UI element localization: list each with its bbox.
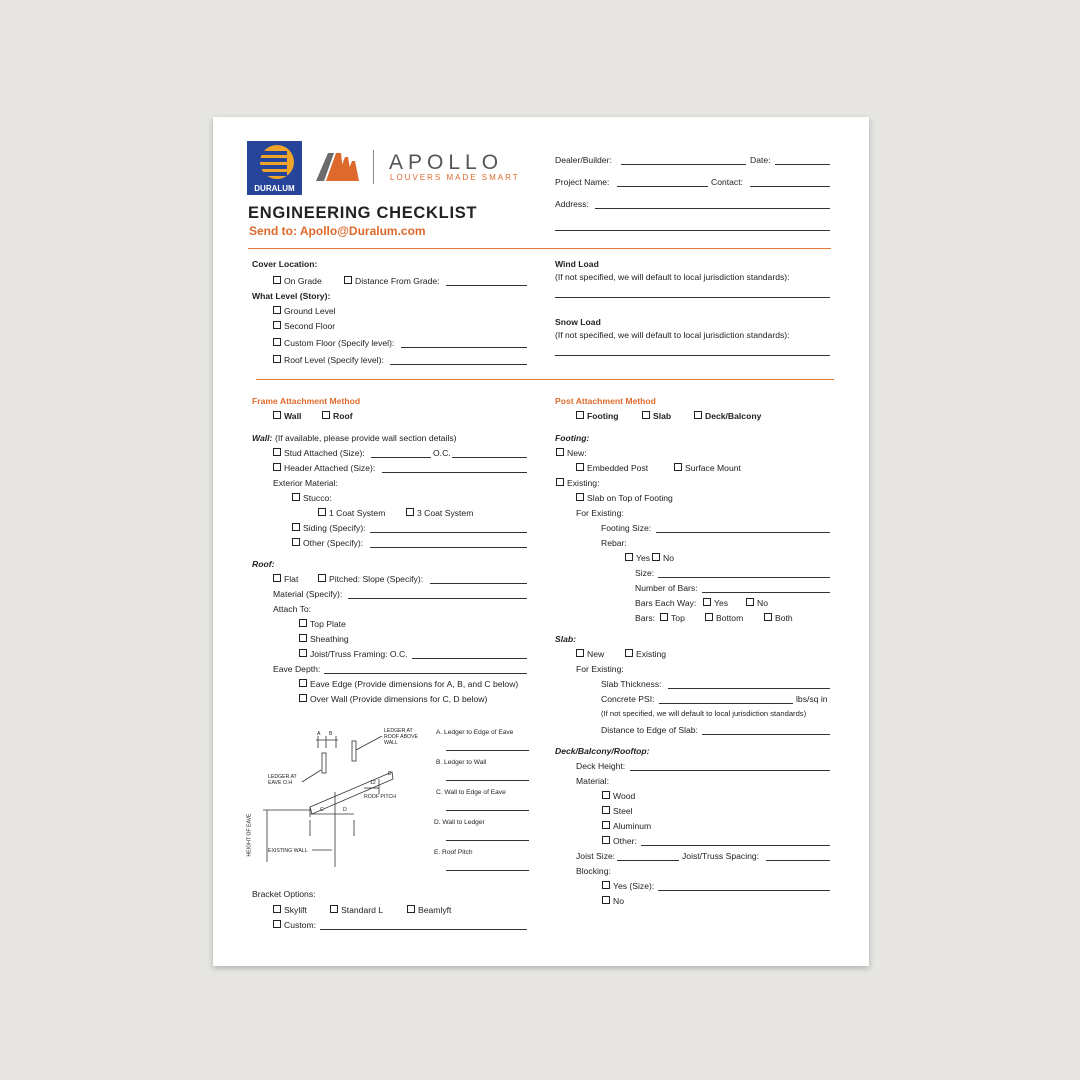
aluminum-checkbox[interactable] bbox=[602, 821, 610, 829]
logo-divider bbox=[373, 150, 374, 184]
page-title: ENGINEERING CHECKLIST bbox=[248, 204, 478, 222]
distance-label: Distance From Grade: bbox=[355, 276, 440, 286]
diagram-a: A bbox=[317, 731, 321, 737]
pitched-label: Pitched: Slope (Specify): bbox=[329, 574, 424, 584]
blocking-no-label: No bbox=[613, 896, 624, 906]
wood-label: Wood bbox=[613, 791, 636, 801]
rebar-no-label: No bbox=[663, 553, 674, 563]
blocking-yes-checkbox[interactable] bbox=[602, 881, 610, 889]
custom-floor-field[interactable] bbox=[401, 347, 527, 348]
blocking-no-checkbox[interactable] bbox=[602, 896, 610, 904]
eave-edge-label: Eave Edge (Provide dimensions for A, B, and C below) bbox=[310, 679, 519, 689]
stud-oc-field[interactable] bbox=[452, 457, 527, 458]
standard-l-checkbox[interactable] bbox=[330, 905, 338, 913]
diagram-roof-pitch: ROOF PITCH bbox=[364, 794, 396, 800]
joist-size-field[interactable] bbox=[617, 860, 679, 861]
coat1-checkbox[interactable] bbox=[318, 508, 326, 516]
siding-checkbox[interactable] bbox=[292, 523, 300, 531]
slab-top-label: Slab on Top of Footing bbox=[587, 493, 673, 503]
distance-checkbox[interactable] bbox=[344, 276, 352, 284]
footing-size-field[interactable] bbox=[656, 532, 830, 533]
post-footing-label: Footing bbox=[587, 411, 619, 421]
joist-spacing-field[interactable] bbox=[766, 860, 830, 861]
dim-d-label: D. Wall to Ledger bbox=[434, 819, 485, 826]
num-bars-field[interactable] bbox=[702, 592, 830, 593]
send-to-email: Send to: Apollo@Duralum.com bbox=[249, 224, 426, 238]
diagram-existing-wall: EXISTING WALL bbox=[268, 848, 308, 854]
slab-top-checkbox[interactable] bbox=[576, 493, 584, 501]
bars-both-checkbox[interactable] bbox=[764, 613, 772, 621]
dim-a-field[interactable] bbox=[446, 750, 529, 751]
diagram-height-eave: HEIGHT OF EAVE bbox=[246, 813, 253, 857]
custom-floor-label: Custom Floor (Specify level): bbox=[284, 338, 395, 348]
diagram-d: D bbox=[343, 807, 347, 813]
deck-height-field[interactable] bbox=[630, 770, 830, 771]
rebar-size-field[interactable] bbox=[658, 577, 830, 578]
oc-label: O.C. bbox=[433, 448, 451, 458]
bars-top-checkbox[interactable] bbox=[660, 613, 668, 621]
bracket-custom-field[interactable] bbox=[320, 929, 527, 930]
header-checkbox[interactable] bbox=[273, 463, 281, 471]
wall-section-label: Wall: bbox=[252, 433, 273, 443]
dim-e-label: E. Roof Pitch bbox=[434, 849, 473, 856]
flat-checkbox[interactable] bbox=[273, 574, 281, 582]
project-label: Project Name: bbox=[555, 177, 610, 187]
apollo-mark-icon bbox=[314, 151, 360, 182]
wood-checkbox[interactable] bbox=[602, 791, 610, 799]
project-field[interactable] bbox=[617, 186, 708, 187]
footing-section-label: Footing: bbox=[555, 433, 590, 443]
date-field[interactable] bbox=[775, 164, 830, 165]
footing-new-checkbox[interactable] bbox=[556, 448, 564, 456]
stucco-checkbox[interactable] bbox=[292, 493, 300, 501]
over-wall-checkbox[interactable] bbox=[299, 694, 307, 702]
wind-load-note: (If not specified, we will default to local jurisdiction standards): bbox=[555, 272, 790, 282]
snow-load-field[interactable] bbox=[555, 355, 830, 356]
bars-label: Bars: bbox=[635, 613, 656, 623]
ground-level-checkbox[interactable] bbox=[273, 306, 281, 314]
surface-mount-label: Surface Mount bbox=[685, 463, 741, 473]
slab-thickness-field[interactable] bbox=[668, 688, 830, 689]
deck-other-field[interactable] bbox=[641, 845, 830, 846]
rebar-label: Rebar: bbox=[601, 538, 627, 548]
over-wall-label: Over Wall (Provide dimensions for C, D below) bbox=[310, 694, 488, 704]
bars-bottom-checkbox[interactable] bbox=[705, 613, 713, 621]
post-slab-checkbox[interactable] bbox=[642, 411, 650, 419]
bars-bottom-label: Bottom bbox=[716, 613, 744, 623]
second-floor-label: Second Floor bbox=[284, 321, 336, 331]
eave-depth-label: Eave Depth: bbox=[273, 664, 321, 674]
dim-e-field[interactable] bbox=[446, 870, 529, 871]
deck-material-label: Material: bbox=[576, 776, 609, 786]
slab-existing-label: Existing bbox=[636, 649, 667, 659]
slab-for-existing-label: For Existing: bbox=[576, 664, 624, 674]
slab-new-checkbox[interactable] bbox=[576, 649, 584, 657]
sheathing-checkbox[interactable] bbox=[299, 634, 307, 642]
for-existing-label: For Existing: bbox=[576, 508, 624, 518]
roof-checkbox[interactable] bbox=[322, 411, 330, 419]
psi-note: (If not specified, we will default to local jurisdiction standards) bbox=[601, 709, 807, 718]
distance-edge-label: Distance to Edge of Slab: bbox=[601, 725, 698, 735]
contact-field[interactable] bbox=[750, 186, 830, 187]
beamlyft-label: Beamlyft bbox=[418, 905, 452, 915]
post-footing-checkbox[interactable] bbox=[576, 411, 584, 419]
concrete-psi-field[interactable] bbox=[659, 703, 793, 704]
eave-depth-field[interactable] bbox=[324, 673, 527, 674]
stucco-label: Stucco: bbox=[303, 493, 332, 503]
date-label: Date: bbox=[750, 155, 771, 165]
dim-b-label: B. Ledger to Wall bbox=[436, 759, 487, 766]
dim-c-field[interactable] bbox=[446, 810, 529, 811]
address-field-2[interactable] bbox=[555, 230, 830, 231]
rebar-size-label: Size: bbox=[635, 568, 655, 578]
coat3-label: 3 Coat System bbox=[417, 508, 474, 518]
post-deck-checkbox[interactable] bbox=[694, 411, 702, 419]
header-divider bbox=[248, 248, 831, 249]
aluminum-label: Aluminum bbox=[613, 821, 652, 831]
deck-other-checkbox[interactable] bbox=[602, 836, 610, 844]
exterior-label: Exterior Material: bbox=[273, 478, 338, 488]
joist-framing-label: Joist/Truss Framing: O.C. bbox=[310, 649, 408, 659]
contact-label: Contact: bbox=[711, 177, 744, 187]
rebar-no-checkbox[interactable] bbox=[652, 553, 660, 561]
top-plate-checkbox[interactable] bbox=[299, 619, 307, 627]
ground-level-label: Ground Level bbox=[284, 306, 336, 316]
rebar-yes-checkbox[interactable] bbox=[625, 553, 633, 561]
duralum-logo bbox=[247, 141, 302, 195]
bars-each-no-checkbox[interactable] bbox=[746, 598, 754, 606]
level-heading: What Level (Story): bbox=[252, 291, 331, 301]
bracket-heading: Bracket Options: bbox=[252, 889, 316, 899]
duralum-wordmark: DURALUM bbox=[254, 184, 295, 193]
dealer-label: Dealer/Builder: bbox=[555, 155, 612, 165]
custom-floor-checkbox[interactable] bbox=[273, 338, 281, 346]
top-plate-label: Top Plate bbox=[310, 619, 346, 629]
coat1-label: 1 Coat System bbox=[329, 508, 386, 518]
post-deck-label: Deck/Balcony bbox=[705, 411, 762, 421]
blocking-size-field[interactable] bbox=[658, 890, 830, 891]
roof-material-field[interactable] bbox=[348, 598, 527, 599]
pitched-checkbox[interactable] bbox=[318, 574, 326, 582]
apollo-tagline: LOUVERS MADE SMART bbox=[390, 173, 520, 182]
wall-section-note: (If available, please provide wall section details) bbox=[275, 433, 457, 443]
siding-field[interactable] bbox=[370, 532, 527, 533]
joist-framing-field[interactable] bbox=[412, 658, 527, 659]
section-divider bbox=[256, 379, 834, 380]
skylift-label: Skylift bbox=[284, 905, 307, 915]
bars-each-no-label: No bbox=[757, 598, 768, 608]
dim-c-label: C. Wall to Edge of Eave bbox=[436, 789, 506, 796]
footing-existing-label: Existing: bbox=[567, 478, 600, 488]
num-bars-label: Number of Bars: bbox=[635, 583, 698, 593]
flat-label: Flat bbox=[284, 574, 299, 584]
diagram-ledger-eave-2: EAVE O.H bbox=[268, 780, 293, 786]
footing-new-label: New: bbox=[567, 448, 587, 458]
blocking-label: Blocking: bbox=[576, 866, 611, 876]
roof-level-field[interactable] bbox=[390, 364, 527, 365]
stud-checkbox[interactable] bbox=[273, 448, 281, 456]
joist-size-label: Joist Size: bbox=[576, 851, 616, 861]
blocking-yes-label: Yes (Size): bbox=[613, 881, 655, 891]
deck-section-label: Deck/Balcony/Rooftop: bbox=[555, 746, 650, 756]
address-label: Address: bbox=[555, 199, 589, 209]
duralum-emblem-icon bbox=[247, 141, 302, 185]
address-field[interactable] bbox=[595, 208, 830, 209]
bars-top-label: Top bbox=[671, 613, 685, 623]
dim-b-field[interactable] bbox=[446, 780, 529, 781]
surface-mount-checkbox[interactable] bbox=[674, 463, 682, 471]
coat3-checkbox[interactable] bbox=[406, 508, 414, 516]
eave-edge-checkbox[interactable] bbox=[299, 679, 307, 687]
roof-section-label: Roof: bbox=[252, 559, 275, 569]
stud-label: Stud Attached (Size): bbox=[284, 448, 365, 458]
slab-existing-checkbox[interactable] bbox=[625, 649, 633, 657]
diagram-ledger-roof-3: WALL bbox=[384, 740, 398, 746]
post-slab-label: Slab bbox=[653, 411, 672, 421]
diagram-ledger-roof-1: LEDGER AT bbox=[384, 728, 413, 734]
diagram-ledger-eave-1: LEDGER AT bbox=[268, 774, 297, 780]
steel-checkbox[interactable] bbox=[602, 806, 610, 814]
wall-option-label: Wall bbox=[284, 411, 302, 421]
joist-framing-checkbox[interactable] bbox=[299, 649, 307, 657]
concrete-psi-label: Concrete PSI: bbox=[601, 694, 655, 704]
slab-section-label: Slab: bbox=[555, 634, 577, 644]
roof-level-checkbox[interactable] bbox=[273, 355, 281, 363]
bars-each-way-label: Bars Each Way: bbox=[635, 598, 697, 608]
distance-field[interactable] bbox=[446, 285, 527, 286]
bracket-custom-checkbox[interactable] bbox=[273, 920, 281, 928]
joist-spacing-label: Joist/Truss Spacing: bbox=[682, 851, 760, 861]
bars-each-yes-checkbox[interactable] bbox=[703, 598, 711, 606]
roof-level-label: Roof Level (Specify level): bbox=[284, 355, 384, 365]
roof-option-label: Roof bbox=[333, 411, 353, 421]
slab-thickness-label: Slab Thickness: bbox=[601, 679, 662, 689]
steel-label: Steel bbox=[613, 806, 633, 816]
bracket-custom-label: Custom: bbox=[284, 920, 316, 930]
second-floor-checkbox[interactable] bbox=[273, 321, 281, 329]
wall-other-checkbox[interactable] bbox=[292, 538, 300, 546]
dealer-field[interactable] bbox=[621, 164, 746, 165]
footing-size-label: Footing Size: bbox=[601, 523, 652, 533]
stud-size-field[interactable] bbox=[371, 457, 431, 458]
attach-to-label: Attach To: bbox=[273, 604, 312, 614]
diagram-twelve: 12 bbox=[370, 780, 376, 786]
siding-label: Siding (Specify): bbox=[303, 523, 366, 533]
sheathing-label: Sheathing bbox=[310, 634, 349, 644]
diagram-c: C bbox=[320, 807, 324, 813]
wind-load-heading: Wind Load bbox=[555, 259, 599, 269]
post-attachment-heading: Post Attachment Method bbox=[555, 396, 656, 406]
deck-other-label: Other: bbox=[613, 836, 637, 846]
wind-load-field[interactable] bbox=[555, 297, 830, 298]
wall-other-label: Other (Specify): bbox=[303, 538, 364, 548]
footing-existing-checkbox[interactable] bbox=[556, 478, 564, 486]
beamlyft-checkbox[interactable] bbox=[407, 905, 415, 913]
snow-load-note: (If not specified, we will default to local jurisdiction standards): bbox=[555, 330, 790, 340]
apollo-wordmark: APOLLO bbox=[389, 151, 504, 174]
diagram-e: E bbox=[388, 771, 392, 777]
pitched-field[interactable] bbox=[430, 583, 527, 584]
frame-attachment-heading: Frame Attachment Method bbox=[252, 396, 361, 406]
wall-other-field[interactable] bbox=[370, 547, 527, 548]
header-size-field[interactable] bbox=[382, 472, 527, 473]
snow-load-heading: Snow Load bbox=[555, 317, 601, 327]
on-grade-checkbox[interactable] bbox=[273, 276, 281, 284]
deck-height-label: Deck Height: bbox=[576, 761, 626, 771]
dim-a-label: A. Ledger to Edge of Eave bbox=[436, 729, 514, 736]
header-label: Header Attached (Size): bbox=[284, 463, 376, 473]
bars-both-label: Both bbox=[775, 613, 793, 623]
standard-l-label: Standard L bbox=[341, 905, 384, 915]
dim-d-field[interactable] bbox=[446, 840, 529, 841]
rebar-yes-label: Yes bbox=[636, 553, 651, 563]
slab-new-label: New bbox=[587, 649, 605, 659]
embedded-post-label: Embedded Post bbox=[587, 463, 649, 473]
skylift-checkbox[interactable] bbox=[273, 905, 281, 913]
roof-material-label: Material (Specify): bbox=[273, 589, 343, 599]
bars-each-yes-label: Yes bbox=[714, 598, 729, 608]
on-grade-label: On Grade bbox=[284, 276, 322, 286]
diagram-b: B bbox=[329, 731, 333, 737]
lbs-unit-label: lbs/sq in bbox=[796, 694, 828, 704]
wall-checkbox[interactable] bbox=[273, 411, 281, 419]
embedded-post-checkbox[interactable] bbox=[576, 463, 584, 471]
distance-edge-field[interactable] bbox=[702, 734, 830, 735]
cover-location-heading: Cover Location: bbox=[252, 259, 318, 269]
diagram-ledger-roof-2: ROOF ABOVE bbox=[384, 734, 419, 740]
